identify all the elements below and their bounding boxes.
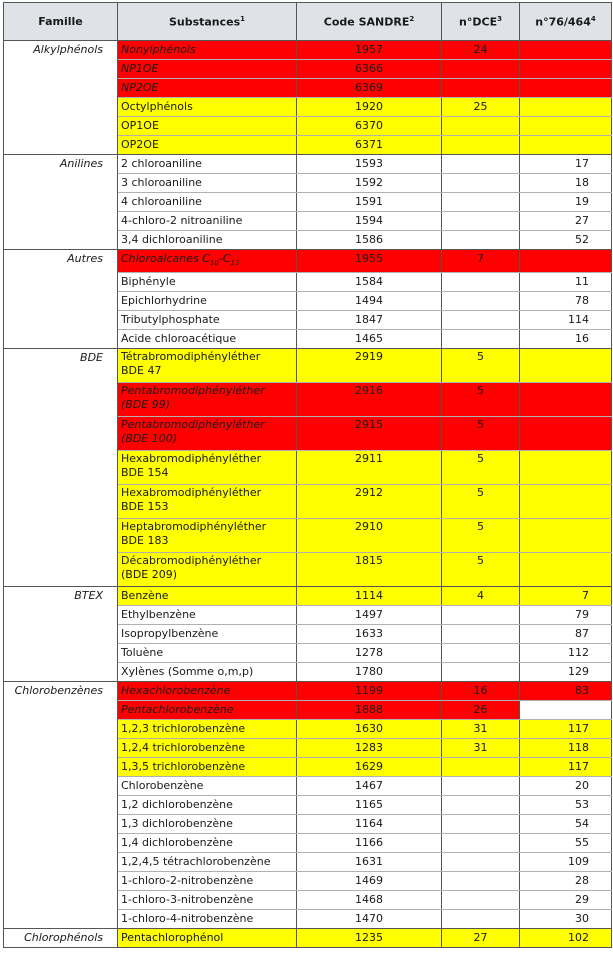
substance-name: Benzène <box>121 589 169 603</box>
table-row <box>4 587 612 606</box>
code-sandre-cell: 1592 <box>297 174 442 193</box>
substance-cell <box>118 606 297 625</box>
code-sandre-cell: 1470 <box>297 910 442 929</box>
n-76-464-cell: 27 <box>520 212 612 231</box>
n-76-464-cell: 52 <box>520 231 612 250</box>
substance-name: Biphényle <box>121 275 176 289</box>
n-76-464-cell: 18 <box>520 174 612 193</box>
substance-cell <box>118 929 297 948</box>
substance-name: 1-chloro-3-nitrobenzène <box>121 893 254 907</box>
substance-cell <box>118 758 297 777</box>
substance-name: NP2OE <box>121 81 159 94</box>
code-sandre-cell: 1847 <box>297 311 442 330</box>
substance-name: 1,2,3 trichlorobenzène <box>121 722 246 736</box>
n-76-464-cell <box>520 519 612 553</box>
code-sandre-cell: 1631 <box>297 853 442 872</box>
substance-name: Ethylbenzène <box>121 608 196 622</box>
code-sandre-cell: 1815 <box>297 553 442 587</box>
header-n76-note: 4 <box>590 14 596 23</box>
substances-table <box>3 2 612 948</box>
n-dce-cell <box>442 644 520 663</box>
substance-name: 1,4 dichlorobenzène <box>121 836 233 850</box>
header-code-note: 2 <box>409 14 415 23</box>
substance-name: Xylènes (Somme o,m,p) <box>121 665 254 679</box>
table-row <box>4 682 612 701</box>
n-dce-cell <box>442 872 520 891</box>
substance-name: 1,2,4,5 tétrachlorobenzène <box>121 855 271 869</box>
n-76-464-cell: 78 <box>520 292 612 311</box>
code-sandre-cell: 1594 <box>297 212 442 231</box>
substance-cell <box>118 682 297 701</box>
substance-name: Heptabromodiphényléther <box>121 520 267 534</box>
n-dce-cell <box>442 606 520 625</box>
n-76-464-cell: 83 <box>520 682 612 701</box>
substance-name-line2: BDE 47 <box>121 364 162 378</box>
code-sandre-cell: 1497 <box>297 606 442 625</box>
n-76-464-cell: 79 <box>520 606 612 625</box>
n-dce-cell <box>442 79 520 98</box>
substance-cell <box>118 891 297 910</box>
substance-name: 1,3 dichlorobenzène <box>121 817 233 831</box>
header-n-76-464 <box>520 3 612 41</box>
n-dce-cell <box>442 834 520 853</box>
substance-cell <box>118 383 297 417</box>
code-sandre-cell: 6369 <box>297 79 442 98</box>
substance-cell <box>118 701 297 720</box>
code-sandre-cell: 1469 <box>297 872 442 891</box>
table-row <box>4 349 612 383</box>
substance-cell <box>118 553 297 587</box>
substance-name: Chloroalcanes C <box>121 252 210 265</box>
header-n76-label: n°76/464 <box>535 15 591 29</box>
code-sandre-cell: 1630 <box>297 720 442 739</box>
substance-name: Acide chloroacétique <box>121 332 237 346</box>
n-76-464-cell: 112 <box>520 644 612 663</box>
n-76-464-cell: 129 <box>520 663 612 682</box>
table-body <box>4 41 612 948</box>
n-dce-cell <box>442 292 520 311</box>
n-dce-cell <box>442 758 520 777</box>
substance-name-line2: BDE 183 <box>121 534 169 548</box>
header-row <box>4 3 612 41</box>
n-76-464-cell: 54 <box>520 815 612 834</box>
substance-cell <box>118 155 297 174</box>
n-76-464-cell: 30 <box>520 910 612 929</box>
family-cell: Anilines <box>4 155 118 250</box>
n-76-464-cell: 7 <box>520 587 612 606</box>
substance-cell <box>118 292 297 311</box>
table-row <box>4 155 612 174</box>
substance-cell <box>118 79 297 98</box>
substance-name: NP1OE <box>121 62 159 75</box>
header-famille-label: Famille <box>38 15 83 28</box>
n-76-464-cell: 29 <box>520 891 612 910</box>
n-dce-cell <box>442 663 520 682</box>
table-row <box>4 41 612 60</box>
n-dce-cell: 5 <box>442 553 520 587</box>
substance-name: 4-chloro-2 nitroaniline <box>121 214 243 227</box>
n-76-464-cell: 16 <box>520 330 612 349</box>
n-dce-cell: 31 <box>442 720 520 739</box>
substance-cell <box>118 250 297 273</box>
family-cell: Autres <box>4 250 118 349</box>
substance-cell <box>118 796 297 815</box>
code-sandre-cell: 2915 <box>297 417 442 451</box>
n-dce-cell <box>442 193 520 212</box>
n-76-464-cell: 117 <box>520 720 612 739</box>
n-76-464-cell: 11 <box>520 273 612 292</box>
substance-name: Toluène <box>121 646 164 660</box>
code-sandre-cell: 1114 <box>297 587 442 606</box>
substance-cell <box>118 98 297 117</box>
code-sandre-cell: 1283 <box>297 739 442 758</box>
code-sandre-cell: 2919 <box>297 349 442 383</box>
n-76-464-cell <box>520 136 612 155</box>
n-76-464-cell: 87 <box>520 625 612 644</box>
substance-name-part: -C <box>218 252 231 265</box>
n-dce-cell: 5 <box>442 383 520 417</box>
n-76-464-cell: 55 <box>520 834 612 853</box>
code-sandre-cell: 1164 <box>297 815 442 834</box>
substance-name: Tétrabromodiphényléther <box>121 350 261 364</box>
code-sandre-cell: 2912 <box>297 485 442 519</box>
table-row <box>4 929 612 948</box>
substance-cell <box>118 872 297 891</box>
substance-cell <box>118 330 297 349</box>
n-dce-cell: 27 <box>442 929 520 948</box>
n-dce-cell: 24 <box>442 41 520 60</box>
substance-cell <box>118 485 297 519</box>
substance-name: 3 chloroaniline <box>121 176 202 189</box>
n-dce-cell <box>442 910 520 929</box>
n-76-464-cell <box>520 41 612 60</box>
n-76-464-cell: 53 <box>520 796 612 815</box>
code-sandre-cell: 1591 <box>297 193 442 212</box>
n-dce-cell <box>442 796 520 815</box>
substance-cell <box>118 136 297 155</box>
code-sandre-cell: 2916 <box>297 383 442 417</box>
substance-name-part: 10 <box>209 259 219 268</box>
substance-name: Epichlorhydrine <box>121 294 207 308</box>
n-dce-cell <box>442 311 520 330</box>
n-dce-cell: 5 <box>442 349 520 383</box>
substance-cell <box>118 663 297 682</box>
substance-cell <box>118 739 297 758</box>
header-dce-label: n°DCE <box>459 15 498 29</box>
code-sandre-cell: 1955 <box>297 250 442 273</box>
code-sandre-cell: 2910 <box>297 519 442 553</box>
header-code-label: Code SANDRE <box>323 15 410 29</box>
n-76-464-cell <box>520 349 612 383</box>
substance-cell <box>118 231 297 250</box>
substance-name: 1,2,4 trichlorobenzène <box>121 741 246 755</box>
header-famille <box>4 3 118 41</box>
n-dce-cell <box>442 273 520 292</box>
n-dce-cell <box>442 60 520 79</box>
substance-name: 3,4 dichloroaniline <box>121 233 223 246</box>
code-sandre-cell: 6366 <box>297 60 442 79</box>
substance-name: 1-chloro-4-nitrobenzène <box>121 912 254 926</box>
code-sandre-cell: 1780 <box>297 663 442 682</box>
family-cell: BDE <box>4 349 118 587</box>
n-dce-cell: 7 <box>442 250 520 273</box>
substance-name: 2 chloroaniline <box>121 157 202 170</box>
header-substances <box>118 3 297 41</box>
substance-cell <box>118 273 297 292</box>
n-76-464-cell: 17 <box>520 155 612 174</box>
family-cell: Chlorobenzènes <box>4 682 118 929</box>
code-sandre-cell: 2911 <box>297 451 442 485</box>
n-dce-cell <box>442 330 520 349</box>
n-76-464-cell <box>520 553 612 587</box>
substance-name: Hexachlorobenzène <box>121 684 231 698</box>
code-sandre-cell: 1278 <box>297 644 442 663</box>
family-cell: Chlorophénols <box>4 929 118 948</box>
n-dce-cell: 5 <box>442 519 520 553</box>
n-dce-cell <box>442 136 520 155</box>
substance-cell <box>118 587 297 606</box>
header-substances-label: Substances <box>168 15 241 29</box>
n-76-464-cell: 20 <box>520 777 612 796</box>
n-76-464-cell: 118 <box>520 739 612 758</box>
substance-name: 4 chloroaniline <box>121 195 202 208</box>
n-76-464-cell <box>520 60 612 79</box>
substance-cell <box>118 519 297 553</box>
n-76-464-cell: 117 <box>520 758 612 777</box>
substance-cell <box>118 644 297 663</box>
n-dce-cell <box>442 891 520 910</box>
substance-cell <box>118 60 297 79</box>
substance-name: 1-chloro-2-nitrobenzène <box>121 874 254 888</box>
code-sandre-cell: 1468 <box>297 891 442 910</box>
table-row <box>4 250 612 273</box>
substance-name-part: 13 <box>230 259 240 268</box>
substance-name: Octylphénols <box>121 100 193 113</box>
n-76-464-cell: 28 <box>520 872 612 891</box>
substance-name: Chlorobenzène <box>121 779 204 793</box>
substance-name-line2: (BDE 100) <box>121 432 178 446</box>
n-76-464-cell: 109 <box>520 853 612 872</box>
code-sandre-cell: 1235 <box>297 929 442 948</box>
substance-cell <box>118 451 297 485</box>
code-sandre-cell: 1165 <box>297 796 442 815</box>
family-cell: BTEX <box>4 587 118 682</box>
header-code-sandre <box>297 3 442 41</box>
n-dce-cell <box>442 117 520 136</box>
code-sandre-cell: 6370 <box>297 117 442 136</box>
n-76-464-cell <box>520 417 612 451</box>
substance-name-line2: BDE 154 <box>121 466 169 480</box>
code-sandre-cell: 1586 <box>297 231 442 250</box>
substance-cell <box>118 311 297 330</box>
code-sandre-cell: 1888 <box>297 701 442 720</box>
substance-cell <box>118 212 297 231</box>
code-sandre-cell: 1494 <box>297 292 442 311</box>
code-sandre-cell: 1629 <box>297 758 442 777</box>
header-dce-note: 3 <box>497 14 502 23</box>
n-dce-cell <box>442 815 520 834</box>
code-sandre-cell: 1593 <box>297 155 442 174</box>
code-sandre-cell: 1166 <box>297 834 442 853</box>
substance-name: Pentachlorophénol <box>121 931 224 945</box>
code-sandre-cell: 1633 <box>297 625 442 644</box>
substance-name: Décabromodiphényléther <box>121 554 262 568</box>
header-substances-note: 1 <box>240 14 246 23</box>
substance-name-line2: BDE 153 <box>121 500 169 514</box>
n-dce-cell <box>442 853 520 872</box>
n-dce-cell: 26 <box>442 701 520 720</box>
substance-cell <box>118 417 297 451</box>
substance-cell <box>118 193 297 212</box>
substance-name: 1,2 dichlorobenzène <box>121 798 233 812</box>
substance-name: Nonylphénols <box>121 43 196 56</box>
n-76-464-cell <box>520 79 612 98</box>
n-dce-cell: 5 <box>442 485 520 519</box>
substance-name: Pentabromodiphényléther <box>121 384 265 398</box>
substance-cell <box>118 41 297 60</box>
table-header <box>4 3 612 41</box>
n-76-464-cell <box>520 485 612 519</box>
substance-name: OP2OE <box>121 138 159 151</box>
n-dce-cell: 16 <box>442 682 520 701</box>
substance-name: Tributylphosphate <box>121 313 220 327</box>
n-76-464-cell <box>520 701 612 720</box>
substance-cell <box>118 834 297 853</box>
code-sandre-cell: 1467 <box>297 777 442 796</box>
n-dce-cell: 5 <box>442 451 520 485</box>
substance-name: Hexabromodiphényléther <box>121 452 262 466</box>
substance-name: Isopropylbenzène <box>121 627 219 641</box>
code-sandre-cell: 1199 <box>297 682 442 701</box>
substance-name: 1,3,5 trichlorobenzène <box>121 760 246 774</box>
n-76-464-cell: 114 <box>520 311 612 330</box>
n-dce-cell: 5 <box>442 417 520 451</box>
substance-name: OP1OE <box>121 119 159 132</box>
n-76-464-cell <box>520 451 612 485</box>
n-76-464-cell <box>520 383 612 417</box>
n-76-464-cell <box>520 250 612 273</box>
n-dce-cell <box>442 174 520 193</box>
substance-name: Hexabromodiphényléther <box>121 486 262 500</box>
code-sandre-cell: 1957 <box>297 41 442 60</box>
n-dce-cell <box>442 625 520 644</box>
code-sandre-cell: 1584 <box>297 273 442 292</box>
n-dce-cell: 31 <box>442 739 520 758</box>
substance-cell <box>118 625 297 644</box>
substance-cell <box>118 720 297 739</box>
n-76-464-cell: 19 <box>520 193 612 212</box>
substance-name-line2: (BDE 99) <box>121 398 171 412</box>
substance-cell <box>118 777 297 796</box>
substance-cell <box>118 853 297 872</box>
substance-name-line2: (BDE 209) <box>121 568 178 582</box>
n-dce-cell <box>442 155 520 174</box>
n-dce-cell <box>442 777 520 796</box>
n-dce-cell <box>442 231 520 250</box>
family-cell: Alkylphénols <box>4 41 118 155</box>
header-n-dce <box>442 3 520 41</box>
substance-cell <box>118 349 297 383</box>
substance-cell <box>118 117 297 136</box>
code-sandre-cell: 1465 <box>297 330 442 349</box>
code-sandre-cell: 1920 <box>297 98 442 117</box>
substance-cell <box>118 910 297 929</box>
substance-name: Pentachlorobenzène <box>121 703 234 717</box>
n-76-464-cell <box>520 117 612 136</box>
n-76-464-cell: 102 <box>520 929 612 948</box>
n-dce-cell <box>442 212 520 231</box>
substance-cell <box>118 815 297 834</box>
substance-cell <box>118 174 297 193</box>
n-dce-cell: 25 <box>442 98 520 117</box>
code-sandre-cell: 6371 <box>297 136 442 155</box>
n-76-464-cell <box>520 98 612 117</box>
n-dce-cell: 4 <box>442 587 520 606</box>
substance-name: Pentabromodiphényléther <box>121 418 265 432</box>
